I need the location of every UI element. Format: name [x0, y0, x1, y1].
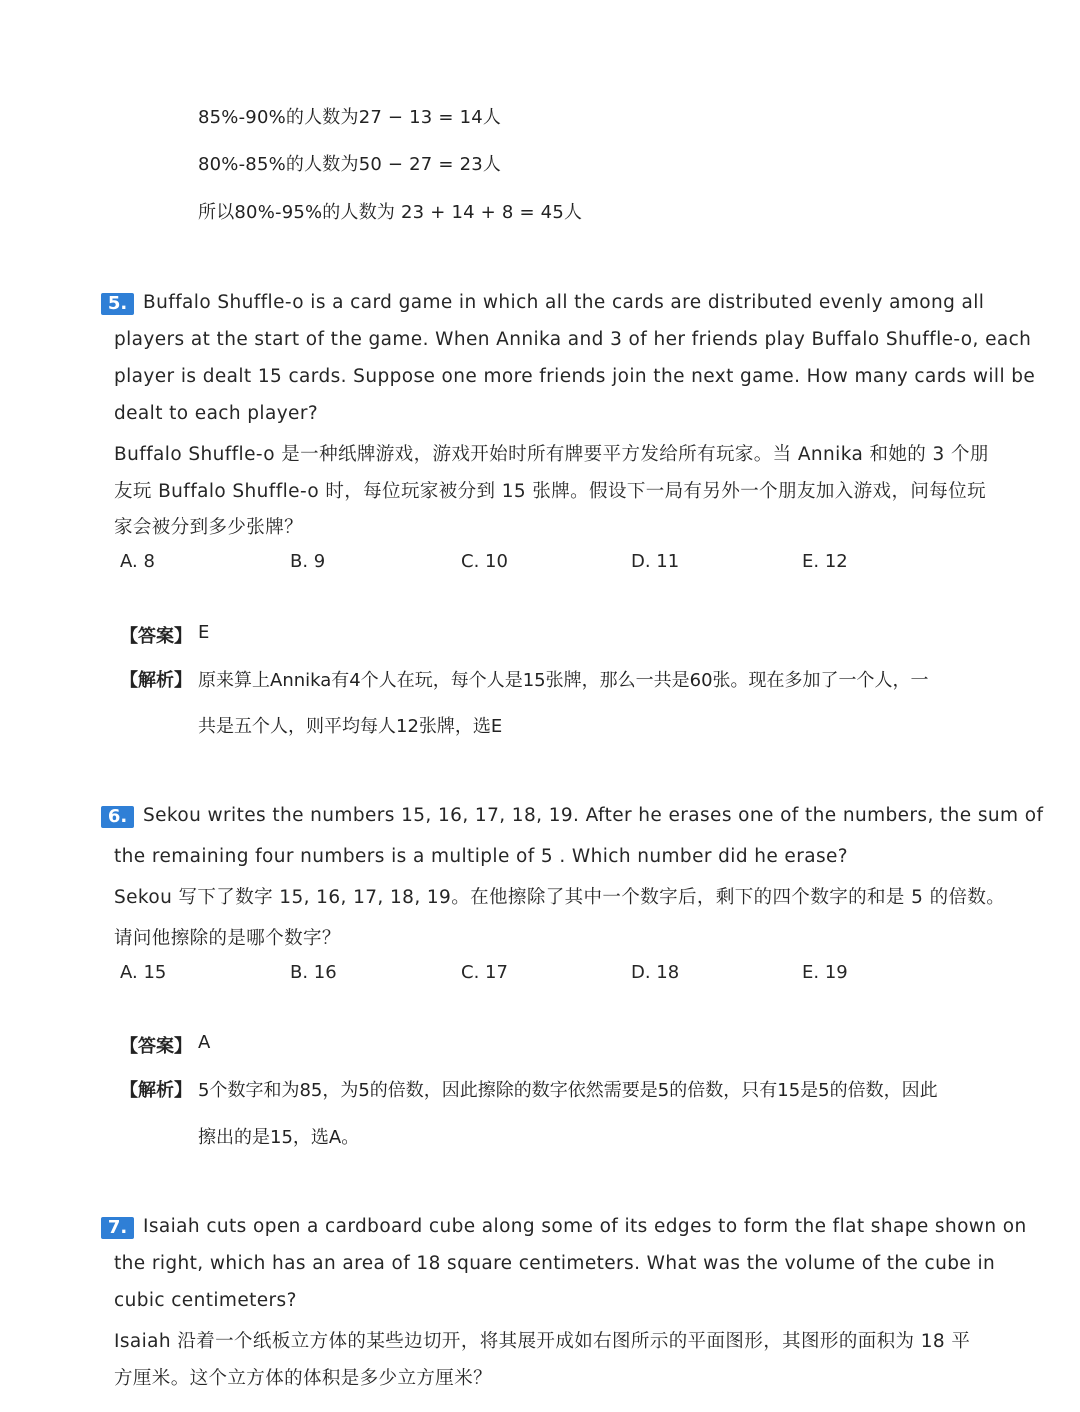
q5-answer-value: E	[198, 622, 210, 643]
q5-text-line-2: players at the start of the game. When Annika and 3 of her friends play Buffalo Shuffle-o, each	[114, 329, 1032, 350]
q7-text-line-3: cubic centimeters?	[114, 1290, 297, 1311]
q5-option-c: C. 10	[461, 551, 508, 572]
q5-text-line-6: 友玩 Buffalo Shuffle-o 时，每位玩家被分到 15 张牌。假设下一局有另外一个朋友加入游戏，问每位玩	[114, 481, 986, 502]
q7-text-line-2: the right, which has an area of 18 square centimeters. What was the volume of the cube in	[114, 1253, 996, 1274]
q5-option-a: A. 8	[120, 551, 155, 572]
question-5-badge: 5.	[101, 293, 134, 315]
question-7-badge: 7.	[101, 1217, 134, 1239]
q5-answer-tag: 【答案】	[120, 626, 192, 647]
q6-text-line-3: Sekou 写下了数字 15, 16, 17, 18, 19。在他擦除了其中一个数字后，剩下的四个数字的和是 5 的倍数。	[114, 887, 1006, 908]
q7-text-line-1: Isaiah cuts open a cardboard cube along some of its edges to form the flat shape shown on	[143, 1216, 1027, 1237]
q5-text-line-3: player is dealt 15 cards. Suppose one more friends join the next game. How many cards will be	[114, 366, 1036, 387]
q5-analysis-tag: 【解析】	[120, 670, 192, 691]
q5-text-line-7: 家会被分到多少张牌？	[114, 517, 304, 538]
q6-option-c: C. 17	[461, 962, 508, 983]
q6-answer-value: A	[198, 1032, 211, 1053]
q6-option-e: E. 19	[802, 962, 848, 983]
question-6-badge: 6.	[101, 806, 134, 828]
q6-option-d: D. 18	[631, 962, 680, 983]
q5-analysis-line-2: 共是五个人，则平均每人12张牌，选E	[198, 716, 503, 737]
q5-text-line-1: Buffalo Shuffle-o is a card game in which all the cards are distributed evenly among all	[143, 292, 985, 313]
q5-text-line-4: dealt to each player?	[114, 403, 319, 424]
calc-line-2: 80%-85%的人数为50 − 27 = 23人	[198, 154, 502, 175]
q6-analysis-line-2: 擦出的是15，选A。	[198, 1127, 360, 1148]
q7-text-line-4: Isaiah 沿着一个纸板立方体的某些边切开，将其展开成如右图所示的平面图形，其图形的面积为 18 平	[114, 1331, 971, 1352]
q5-text-line-5: Buffalo Shuffle-o 是一种纸牌游戏，游戏开始时所有牌要平方发给所有玩家。当 Annika 和她的 3 个朋	[114, 444, 989, 465]
q5-analysis-line-1: 原来算上Annika有4个人在玩，每个人是15张牌，那么一共是60张。现在多加了一个人，一	[198, 670, 929, 691]
calc-line-3: 所以80%-95%的人数为 23 + 14 + 8 = 45人	[198, 202, 583, 223]
calc-line-1: 85%-90%的人数为27 − 13 = 14人	[198, 107, 502, 128]
q5-option-e: E. 12	[802, 551, 848, 572]
q6-option-b: B. 16	[290, 962, 337, 983]
q6-answer-tag: 【答案】	[120, 1036, 192, 1057]
q6-text-line-4: 请问他擦除的是哪个数字？	[114, 928, 341, 949]
q6-text-line-1: Sekou writes the numbers 15, 16, 17, 18, 19. After he erases one of the numbers, the sum of	[143, 805, 1044, 826]
q6-text-line-2: the remaining four numbers is a multiple of 5 . Which number did he erase?	[114, 846, 848, 867]
q5-option-b: B. 9	[290, 551, 326, 572]
q6-analysis-tag: 【解析】	[120, 1080, 192, 1101]
q7-text-line-5: 方厘米。这个立方体的体积是多少立方厘米？	[114, 1368, 493, 1389]
q6-option-a: A. 15	[120, 962, 167, 983]
q6-analysis-line-1: 5个数字和为85，为5的倍数，因此擦除的数字依然需要是5的倍数，只有15是5的倍数，因此	[198, 1080, 938, 1101]
q5-option-d: D. 11	[631, 551, 680, 572]
